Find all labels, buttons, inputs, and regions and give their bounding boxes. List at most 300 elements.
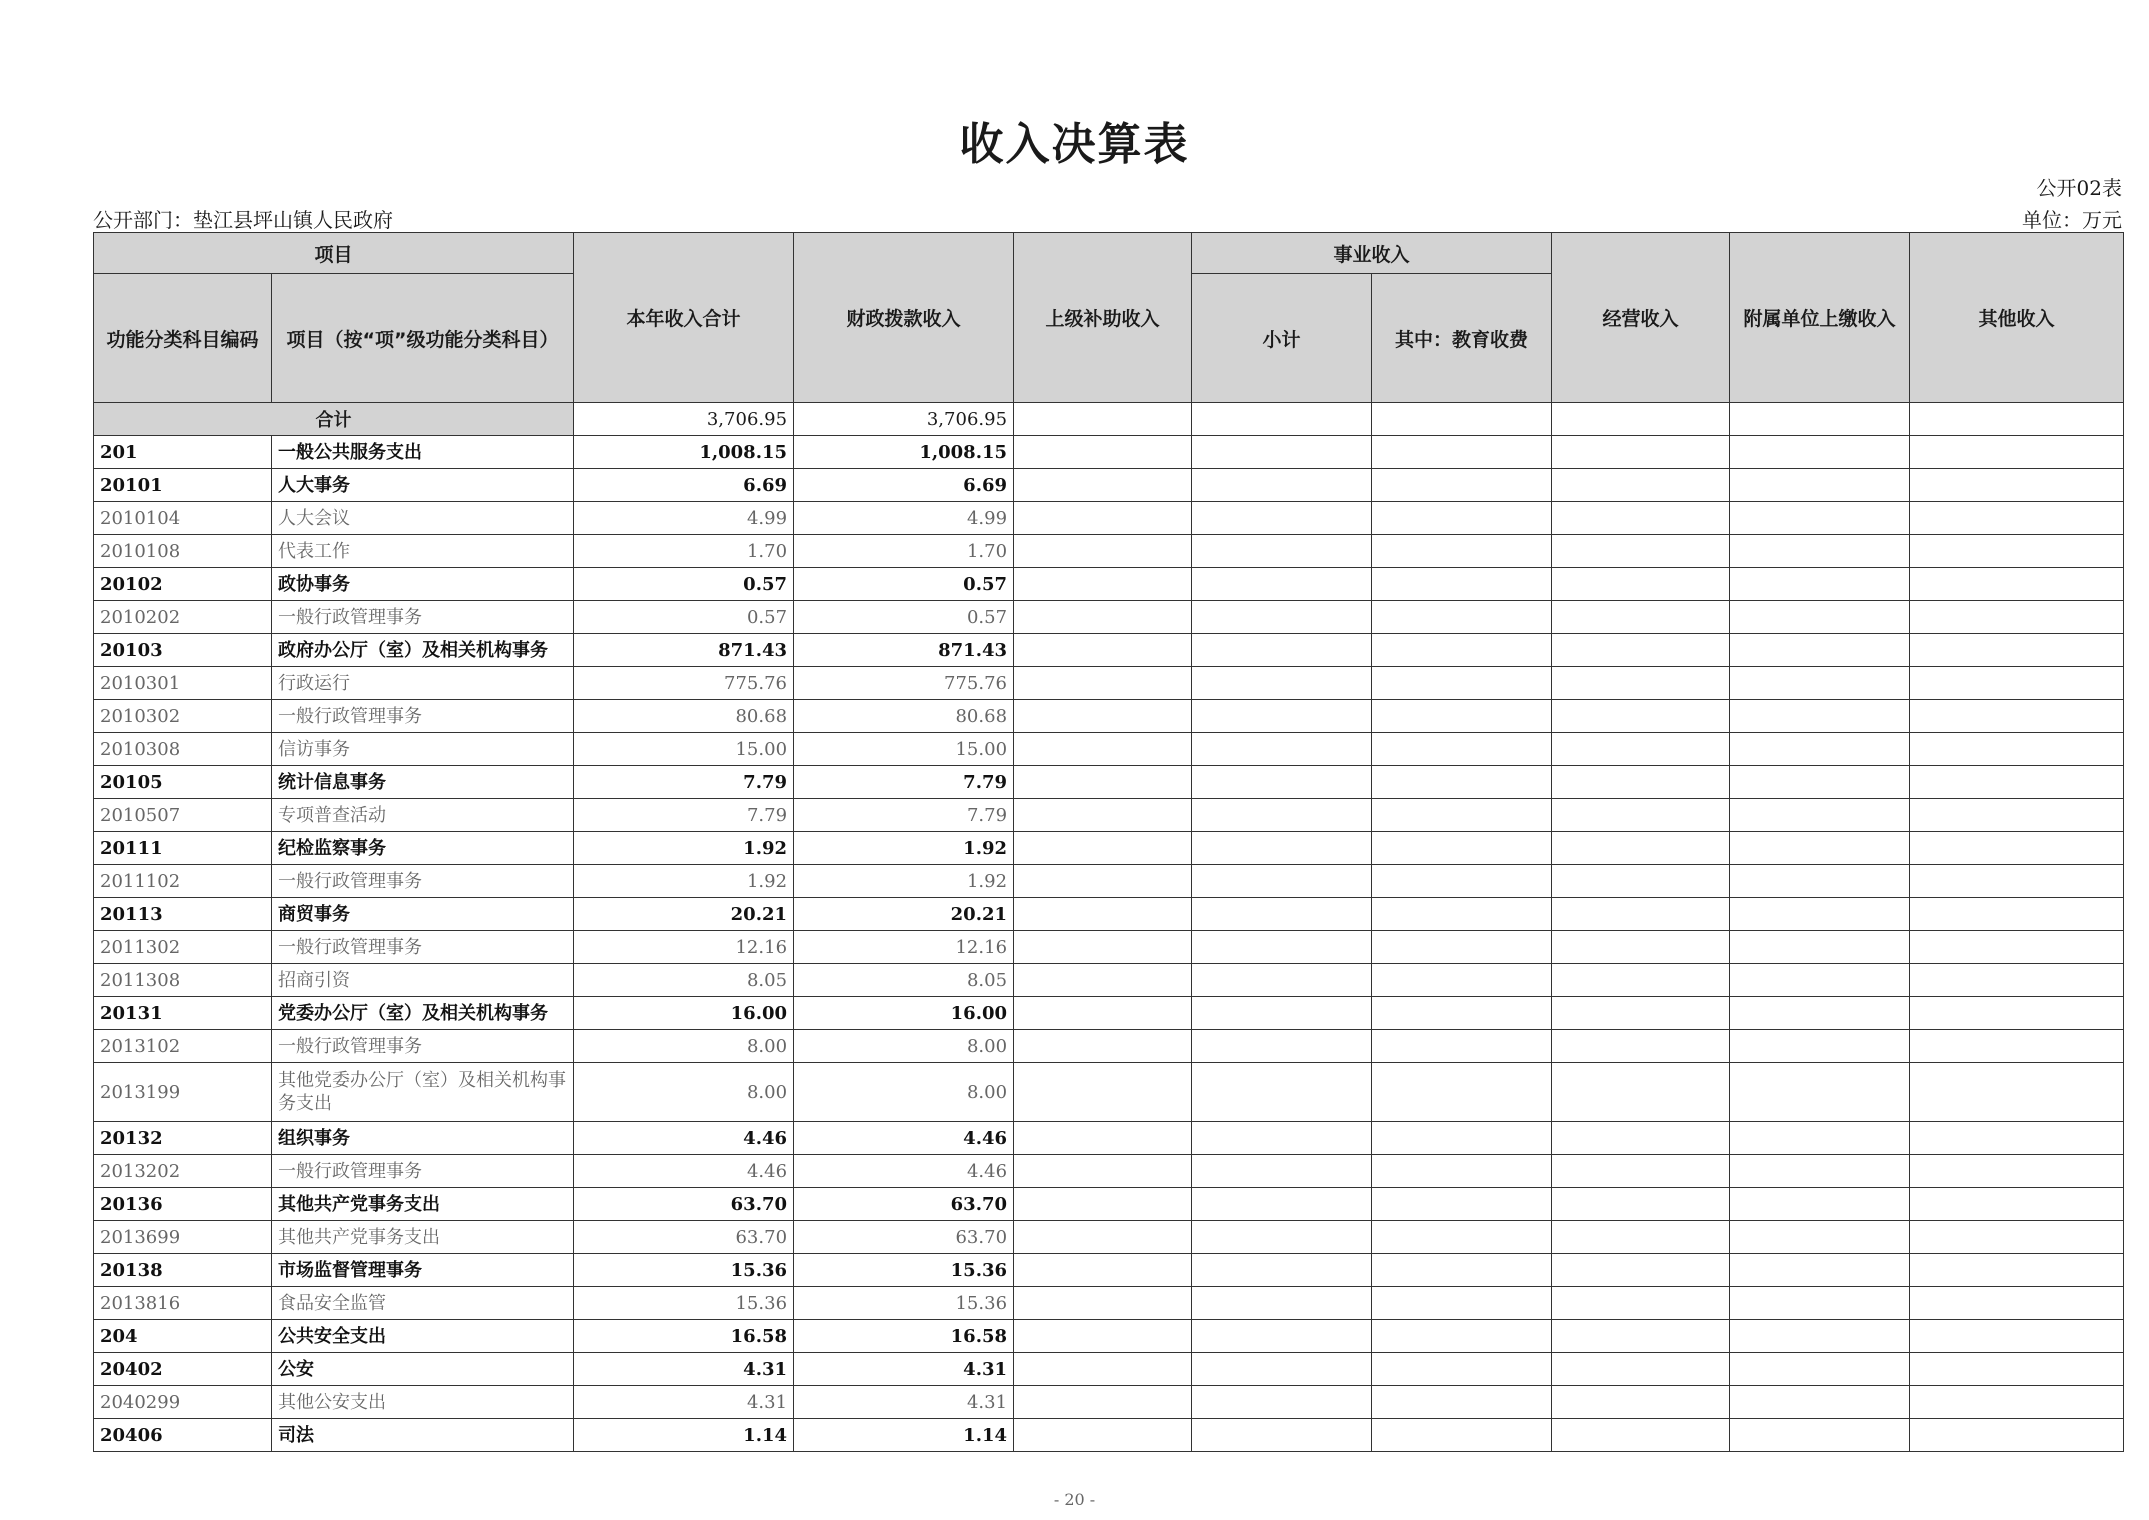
empty-cell	[1730, 634, 1910, 667]
empty-cell	[1730, 1063, 1910, 1122]
empty-cell	[1552, 1419, 1730, 1452]
row-code: 2013699	[94, 1221, 272, 1254]
empty-cell	[1730, 1188, 1910, 1221]
empty-cell	[1014, 634, 1192, 667]
row-fiscal-income: 20.21	[794, 898, 1014, 931]
empty-cell	[1014, 700, 1192, 733]
empty-cell	[1730, 436, 1910, 469]
row-code: 20102	[94, 568, 272, 601]
table-row	[94, 931, 2124, 964]
table-row	[94, 1320, 2124, 1353]
empty-cell	[1730, 601, 1910, 634]
empty-cell	[1730, 502, 1910, 535]
table-row	[94, 1386, 2124, 1419]
table-row	[94, 1030, 2124, 1063]
empty-cell	[1192, 568, 1372, 601]
row-total-income: 775.76	[574, 667, 794, 700]
income-table	[93, 232, 2124, 1452]
row-name: 行政运行	[272, 667, 574, 700]
empty-cell	[1192, 1122, 1372, 1155]
empty-cell	[1192, 1254, 1372, 1287]
row-code: 20402	[94, 1353, 272, 1386]
empty-cell	[1192, 931, 1372, 964]
department-label: 公开部门：垫江县坪山镇人民政府	[93, 208, 393, 232]
empty-cell	[1552, 1221, 1730, 1254]
empty-cell	[1910, 568, 2124, 601]
row-code: 20105	[94, 766, 272, 799]
row-code: 2013202	[94, 1155, 272, 1188]
empty-cell	[1552, 733, 1730, 766]
table-row	[94, 1419, 2124, 1452]
row-name: 专项普查活动	[272, 799, 574, 832]
empty-cell	[1910, 931, 2124, 964]
row-code: 201	[94, 436, 272, 469]
empty-cell	[1372, 1188, 1552, 1221]
empty-cell	[1372, 568, 1552, 601]
empty-cell	[1730, 898, 1910, 931]
empty-cell	[1552, 865, 1730, 898]
table-row	[94, 1221, 2124, 1254]
row-code: 2011302	[94, 931, 272, 964]
empty-cell	[1910, 898, 2124, 931]
header-func-code: 功能分类科目编码	[94, 274, 272, 403]
row-code: 2011102	[94, 865, 272, 898]
row-total-income: 4.99	[574, 502, 794, 535]
empty-cell	[1910, 634, 2124, 667]
row-name: 其他公安支出	[272, 1386, 574, 1419]
row-fiscal-income: 4.31	[794, 1386, 1014, 1419]
empty-cell	[1372, 1386, 1552, 1419]
row-fiscal-income: 15.00	[794, 733, 1014, 766]
empty-cell	[1372, 832, 1552, 865]
empty-cell	[1730, 535, 1910, 568]
row-fiscal-income: 775.76	[794, 667, 1014, 700]
row-name: 公安	[272, 1353, 574, 1386]
empty-cell	[1552, 931, 1730, 964]
row-total-income: 16.58	[574, 1320, 794, 1353]
empty-cell	[1552, 766, 1730, 799]
empty-cell	[1910, 601, 2124, 634]
empty-cell	[1552, 964, 1730, 997]
empty-cell	[1730, 1287, 1910, 1320]
row-total-income: 4.46	[574, 1155, 794, 1188]
empty-cell	[1192, 832, 1372, 865]
empty-cell	[1014, 568, 1192, 601]
row-code: 20111	[94, 832, 272, 865]
empty-cell	[1014, 931, 1192, 964]
empty-cell	[1014, 832, 1192, 865]
row-total-income: 20.21	[574, 898, 794, 931]
empty-cell	[1910, 1122, 2124, 1155]
row-name: 招商引资	[272, 964, 574, 997]
row-total-income: 63.70	[574, 1188, 794, 1221]
empty-cell	[1910, 700, 2124, 733]
row-fiscal-income: 1.70	[794, 535, 1014, 568]
row-name: 市场监督管理事务	[272, 1254, 574, 1287]
row-total-income: 15.36	[574, 1254, 794, 1287]
row-fiscal-income: 7.79	[794, 766, 1014, 799]
empty-cell	[1910, 1320, 2124, 1353]
empty-cell	[1192, 997, 1372, 1030]
table-row	[94, 799, 2124, 832]
row-fiscal-income: 15.36	[794, 1254, 1014, 1287]
row-code: 2010202	[94, 601, 272, 634]
empty-cell	[1730, 1353, 1910, 1386]
empty-cell	[1192, 1063, 1372, 1122]
empty-cell	[1014, 997, 1192, 1030]
row-total-income: 1.92	[574, 865, 794, 898]
row-fiscal-income: 1.14	[794, 1419, 1014, 1452]
empty-cell	[1372, 898, 1552, 931]
empty-cell	[1552, 667, 1730, 700]
row-total-income: 4.31	[574, 1353, 794, 1386]
row-name: 其他党委办公厅（室）及相关机构事务支出	[272, 1063, 574, 1122]
row-code: 2010507	[94, 799, 272, 832]
empty-cell	[1014, 865, 1192, 898]
row-name: 纪检监察事务	[272, 832, 574, 865]
empty-cell	[1372, 502, 1552, 535]
row-code: 2040299	[94, 1386, 272, 1419]
empty-cell	[1910, 535, 2124, 568]
empty-cell	[1910, 469, 2124, 502]
row-fiscal-income: 16.58	[794, 1320, 1014, 1353]
row-total-income: 0.57	[574, 568, 794, 601]
empty-cell	[1014, 1188, 1192, 1221]
row-name: 统计信息事务	[272, 766, 574, 799]
row-name: 食品安全监管	[272, 1287, 574, 1320]
row-total-income: 4.46	[574, 1122, 794, 1155]
empty-cell	[1552, 1254, 1730, 1287]
empty-cell	[1372, 469, 1552, 502]
empty-cell	[1730, 1419, 1910, 1452]
empty-cell	[1910, 1155, 2124, 1188]
empty-cell	[1372, 601, 1552, 634]
row-name: 其他共产党事务支出	[272, 1188, 574, 1221]
header-item: 项目	[94, 233, 574, 274]
empty-cell	[1552, 568, 1730, 601]
empty-cell	[1192, 667, 1372, 700]
empty-cell	[1192, 1221, 1372, 1254]
empty-cell	[1014, 1320, 1192, 1353]
empty-cell	[1192, 502, 1372, 535]
table-row	[94, 634, 2124, 667]
empty-cell	[1552, 997, 1730, 1030]
row-total-income: 0.57	[574, 601, 794, 634]
header-affiliated-income: 附属单位上缴收入	[1730, 233, 1910, 403]
row-fiscal-income: 1.92	[794, 832, 1014, 865]
table-row	[94, 1254, 2124, 1287]
empty-cell	[1552, 1386, 1730, 1419]
empty-cell	[1372, 667, 1552, 700]
empty-cell	[1910, 667, 2124, 700]
row-total-income: 1.92	[574, 832, 794, 865]
page-number: - 20 -	[1053, 1490, 1096, 1509]
empty-cell	[1730, 667, 1910, 700]
empty-cell	[1910, 766, 2124, 799]
empty-cell	[1014, 733, 1192, 766]
row-code: 2013816	[94, 1287, 272, 1320]
header-business-income: 事业收入	[1192, 233, 1552, 274]
row-name: 一般行政管理事务	[272, 700, 574, 733]
row-fiscal-income: 4.46	[794, 1122, 1014, 1155]
empty-cell	[1192, 766, 1372, 799]
table-row	[94, 1063, 2124, 1122]
empty-cell	[1372, 766, 1552, 799]
empty-cell	[1730, 1155, 1910, 1188]
empty-cell	[1730, 832, 1910, 865]
row-total-income: 871.43	[574, 634, 794, 667]
empty-cell	[1014, 535, 1192, 568]
empty-cell	[1372, 799, 1552, 832]
row-fiscal-income: 12.16	[794, 931, 1014, 964]
row-total-income: 1.70	[574, 535, 794, 568]
row-fiscal-income: 6.69	[794, 469, 1014, 502]
row-fiscal-income: 63.70	[794, 1188, 1014, 1221]
table-row	[94, 1122, 2124, 1155]
total-income-value: 3,706.95	[574, 403, 794, 436]
row-name: 组织事务	[272, 1122, 574, 1155]
empty-cell	[1730, 1122, 1910, 1155]
empty-cell	[1372, 931, 1552, 964]
row-total-income: 12.16	[574, 931, 794, 964]
total-label: 合计	[94, 403, 574, 436]
row-name: 人大会议	[272, 502, 574, 535]
row-total-income: 8.05	[574, 964, 794, 997]
empty-cell	[1552, 1155, 1730, 1188]
row-fiscal-income: 4.99	[794, 502, 1014, 535]
empty-cell	[1014, 898, 1192, 931]
row-code: 20138	[94, 1254, 272, 1287]
header-total-income: 本年收入合计	[574, 233, 794, 403]
row-fiscal-income: 8.00	[794, 1063, 1014, 1122]
row-code: 2013102	[94, 1030, 272, 1063]
empty-cell	[1192, 1353, 1372, 1386]
row-total-income: 8.00	[574, 1063, 794, 1122]
table-row	[94, 568, 2124, 601]
row-total-income: 7.79	[574, 799, 794, 832]
table-row	[94, 1353, 2124, 1386]
empty-cell	[1910, 1386, 2124, 1419]
empty-cell	[1014, 1386, 1192, 1419]
row-code: 20113	[94, 898, 272, 931]
empty-cell	[1910, 799, 2124, 832]
empty-cell	[1014, 1353, 1192, 1386]
row-fiscal-income: 8.05	[794, 964, 1014, 997]
table-row	[94, 1188, 2124, 1221]
empty-cell	[1014, 667, 1192, 700]
empty-cell	[1014, 436, 1192, 469]
row-code: 20136	[94, 1188, 272, 1221]
row-name: 人大事务	[272, 469, 574, 502]
empty-cell	[1372, 1155, 1552, 1188]
empty-cell	[1014, 799, 1192, 832]
table-row	[94, 667, 2124, 700]
total-row	[94, 403, 2124, 436]
empty-cell	[1192, 1386, 1372, 1419]
table-row	[94, 733, 2124, 766]
empty-cell	[1910, 733, 2124, 766]
table-row	[94, 436, 2124, 469]
empty-cell	[1372, 1419, 1552, 1452]
row-name: 政府办公厅（室）及相关机构事务	[272, 634, 574, 667]
header-other-income: 其他收入	[1910, 233, 2124, 403]
row-total-income: 1.14	[574, 1419, 794, 1452]
row-name: 其他共产党事务支出	[272, 1221, 574, 1254]
row-code: 20103	[94, 634, 272, 667]
row-code: 2013199	[94, 1063, 272, 1122]
row-name: 一般行政管理事务	[272, 601, 574, 634]
empty-cell	[1910, 1287, 2124, 1320]
empty-cell	[1910, 997, 2124, 1030]
empty-cell	[1910, 832, 2124, 865]
empty-cell	[1372, 1254, 1552, 1287]
table-row	[94, 601, 2124, 634]
row-name: 一般行政管理事务	[272, 1030, 574, 1063]
row-name: 政协事务	[272, 568, 574, 601]
row-total-income: 15.36	[574, 1287, 794, 1320]
empty-cell	[1372, 535, 1552, 568]
row-code: 2010108	[94, 535, 272, 568]
row-name: 司法	[272, 1419, 574, 1452]
empty-cell	[1014, 1063, 1192, 1122]
empty-cell	[1014, 1030, 1192, 1063]
header-operating-income: 经营收入	[1552, 233, 1730, 403]
table-row	[94, 469, 2124, 502]
row-total-income: 15.00	[574, 733, 794, 766]
row-fiscal-income: 1.92	[794, 865, 1014, 898]
row-code: 2010104	[94, 502, 272, 535]
empty-cell	[1552, 469, 1730, 502]
row-total-income: 6.69	[574, 469, 794, 502]
empty-cell	[1014, 1221, 1192, 1254]
empty-cell	[1730, 568, 1910, 601]
empty-cell	[1014, 1287, 1192, 1320]
row-fiscal-income: 15.36	[794, 1287, 1014, 1320]
empty-cell	[1730, 700, 1910, 733]
empty-cell	[1192, 469, 1372, 502]
row-code: 204	[94, 1320, 272, 1353]
row-code: 20132	[94, 1122, 272, 1155]
empty-cell	[1910, 1353, 2124, 1386]
empty-cell	[1730, 733, 1910, 766]
empty-cell	[1372, 1287, 1552, 1320]
empty-cell	[1552, 1320, 1730, 1353]
row-name: 代表工作	[272, 535, 574, 568]
row-code: 20406	[94, 1419, 272, 1452]
row-name: 公共安全支出	[272, 1320, 574, 1353]
empty-cell	[1014, 964, 1192, 997]
empty-cell	[1552, 601, 1730, 634]
empty-cell	[1730, 865, 1910, 898]
empty-cell	[1730, 1221, 1910, 1254]
row-total-income: 8.00	[574, 1030, 794, 1063]
empty-cell	[1730, 799, 1910, 832]
row-fiscal-income: 0.57	[794, 601, 1014, 634]
header-subtotal: 小计	[1192, 274, 1372, 403]
empty-cell	[1192, 1320, 1372, 1353]
empty-cell	[1730, 1254, 1910, 1287]
row-fiscal-income: 4.31	[794, 1353, 1014, 1386]
empty-cell	[1730, 997, 1910, 1030]
table-row	[94, 1287, 2124, 1320]
empty-cell	[1910, 1221, 2124, 1254]
row-name: 商贸事务	[272, 898, 574, 931]
row-name: 一般公共服务支出	[272, 436, 574, 469]
empty-cell	[1552, 634, 1730, 667]
empty-cell	[1730, 964, 1910, 997]
empty-cell	[1552, 535, 1730, 568]
empty-cell	[1730, 766, 1910, 799]
row-total-income: 80.68	[574, 700, 794, 733]
empty-cell	[1552, 1030, 1730, 1063]
empty-cell	[1730, 931, 1910, 964]
empty-cell	[1372, 1122, 1552, 1155]
empty-cell	[1372, 1063, 1552, 1122]
row-fiscal-income: 4.46	[794, 1155, 1014, 1188]
total-fiscal-value: 3,706.95	[794, 403, 1014, 436]
row-fiscal-income: 80.68	[794, 700, 1014, 733]
table-row	[94, 832, 2124, 865]
empty-cell	[1372, 436, 1552, 469]
empty-cell	[1730, 1030, 1910, 1063]
header-education-fee: 其中：教育收费	[1372, 274, 1552, 403]
row-name: 一般行政管理事务	[272, 931, 574, 964]
empty-cell	[1372, 865, 1552, 898]
empty-cell	[1192, 1155, 1372, 1188]
row-fiscal-income: 0.57	[794, 568, 1014, 601]
table-row	[94, 865, 2124, 898]
row-total-income: 16.00	[574, 997, 794, 1030]
row-fiscal-income: 7.79	[794, 799, 1014, 832]
empty-cell	[1730, 1320, 1910, 1353]
empty-cell	[1192, 733, 1372, 766]
empty-cell	[1192, 1419, 1372, 1452]
empty-cell	[1730, 1386, 1910, 1419]
page-title: 收入决算表	[959, 119, 1190, 170]
empty-cell	[1192, 1188, 1372, 1221]
empty-cell	[1730, 469, 1910, 502]
table-row	[94, 964, 2124, 997]
empty-cell	[1372, 733, 1552, 766]
row-fiscal-income: 63.70	[794, 1221, 1014, 1254]
empty-cell	[1372, 997, 1552, 1030]
table-row	[94, 1155, 2124, 1188]
row-code: 20131	[94, 997, 272, 1030]
empty-cell	[1910, 1419, 2124, 1452]
empty-cell	[1192, 436, 1372, 469]
form-number: 公开02表	[2036, 176, 2122, 200]
empty-cell	[1372, 1353, 1552, 1386]
empty-cell	[1552, 700, 1730, 733]
row-total-income: 4.31	[574, 1386, 794, 1419]
empty-cell	[1372, 1030, 1552, 1063]
empty-cell	[1192, 601, 1372, 634]
header-superior-subsidy: 上级补助收入	[1014, 233, 1192, 403]
empty-cell	[1910, 964, 2124, 997]
empty-cell	[1372, 1320, 1552, 1353]
empty-cell	[1552, 1122, 1730, 1155]
empty-cell	[1014, 601, 1192, 634]
empty-cell	[1014, 1419, 1192, 1452]
empty-cell	[1192, 1030, 1372, 1063]
empty-cell	[1014, 502, 1192, 535]
empty-cell	[1014, 766, 1192, 799]
empty-cell	[1910, 865, 2124, 898]
empty-cell	[1192, 898, 1372, 931]
row-code: 2010308	[94, 733, 272, 766]
row-fiscal-income: 1,008.15	[794, 436, 1014, 469]
empty-cell	[1014, 1254, 1192, 1287]
